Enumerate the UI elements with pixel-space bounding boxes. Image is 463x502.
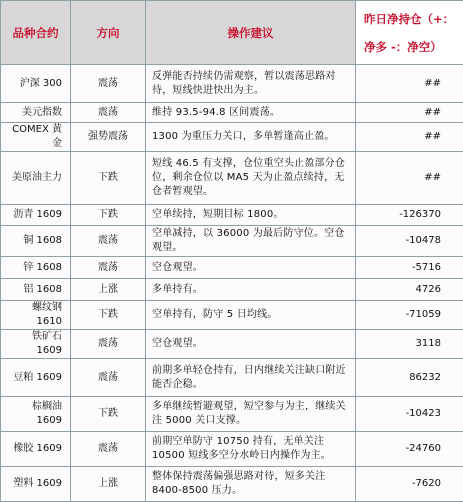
variety-cell: 螺纹钢 1610 [1, 301, 71, 330]
direction-cell: 震荡 [71, 432, 146, 467]
position-cell: ## [356, 65, 463, 103]
position-cell: -24760 [356, 432, 463, 467]
header-position [356, 1, 463, 65]
position-cell: -5716 [356, 257, 463, 279]
variety-cell: 棕榈油 1609 [1, 397, 71, 432]
direction-cell: 震荡 [71, 257, 146, 279]
direction-cell: 下跌 [71, 301, 146, 330]
table-row [1, 257, 463, 279]
variety-cell: 沥青 1609 [1, 205, 71, 226]
direction-cell: 下跌 [71, 205, 146, 226]
table-row [1, 205, 463, 226]
variety-cell: 橡胶 1609 [1, 432, 71, 467]
header-position-line1: 昨日净持仓（+： [364, 11, 459, 27]
variety-cell: 豆粕 1609 [1, 359, 71, 397]
table-row [1, 152, 463, 205]
advice-cell: 空单持有，防守 5 日均线。 [146, 301, 356, 330]
advice-cell: 前期空单防守 10750 持有，无单关注 10500 短线多空分水岭日内操作为主。 [146, 432, 356, 467]
header-advice: 操作建议 [146, 1, 356, 65]
direction-cell: 震荡 [71, 103, 146, 123]
advice-cell: 整体保持震荡偏强思路对待，短多关注 8400-8500 压力。 [146, 467, 356, 502]
advice-cell: 空仓观望。 [146, 330, 356, 359]
advice-cell: 多单持有。 [146, 279, 356, 301]
advice-cell: 前期多单轻仓持有，日内继续关注缺口附近能否企稳。 [146, 359, 356, 397]
direction-cell: 下跌 [71, 152, 146, 205]
direction-cell: 下跌 [71, 397, 146, 432]
advice-cell: 空单减持，以 36000 为最后防守位。空仓观望。 [146, 226, 356, 257]
direction-cell: 震荡 [71, 330, 146, 359]
table-row [1, 359, 463, 397]
header-row [1, 1, 463, 65]
table-row [1, 103, 463, 123]
position-cell: ## [356, 103, 463, 123]
table-row [1, 279, 463, 301]
direction-cell: 震荡 [71, 359, 146, 397]
variety-cell: COMEX 黄金 [1, 123, 71, 152]
position-cell: 4726 [356, 279, 463, 301]
table-row [1, 330, 463, 359]
variety-cell: 美原油主力 [1, 152, 71, 205]
table-row [1, 123, 463, 152]
table-row [1, 467, 463, 502]
position-cell: ## [356, 152, 463, 205]
position-cell: 3118 [356, 330, 463, 359]
variety-cell: 美元指数 [1, 103, 71, 123]
direction-cell: 强势震荡 [71, 123, 146, 152]
advice-cell: 维持 93.5-94.8 区间震荡。 [146, 103, 356, 123]
direction-cell: 上涨 [71, 279, 146, 301]
advice-cell: 空单续持，短期目标 1800。 [146, 205, 356, 226]
advice-cell: 反弹能否持续仍需观察，暂以震荡思路对待，短线快进快出为主。 [146, 65, 356, 103]
direction-cell: 震荡 [71, 65, 146, 103]
table-row [1, 65, 463, 103]
position-cell: ## [356, 123, 463, 152]
position-cell: 86232 [356, 359, 463, 397]
direction-cell: 上涨 [71, 467, 146, 502]
advice-cell: 短线 46.5 有支撑，仓位重空头止盈部分仓位，剩余仓位以 MA5 天为止盈点续持，无仓者暂观望。 [146, 152, 356, 205]
variety-cell: 沪深 300 [1, 65, 71, 103]
header-position-line2: 净多 -：净空） [364, 39, 459, 55]
table-row [1, 226, 463, 257]
variety-cell: 锌 1608 [1, 257, 71, 279]
position-cell: -126370 [356, 205, 463, 226]
table-row [1, 432, 463, 467]
table-row [1, 397, 463, 432]
variety-cell: 铜 1608 [1, 226, 71, 257]
variety-cell: 铁矿石 1609 [1, 330, 71, 359]
advice-cell: 空仓观望。 [146, 257, 356, 279]
position-cell: -7620 [356, 467, 463, 502]
position-cell: -10423 [356, 397, 463, 432]
position-cell: -71059 [356, 301, 463, 330]
advice-cell: 1300 为重压力关口，多单暂逢高止盈。 [146, 123, 356, 152]
variety-cell: 塑料 1609 [1, 467, 71, 502]
direction-cell: 震荡 [71, 226, 146, 257]
header-variety: 品种合约 [1, 1, 71, 65]
table-row [1, 301, 463, 330]
variety-cell: 铝 1608 [1, 279, 71, 301]
advice-cell: 多单继续暂避观望，短空参与为主，继续关注 5000 关口支撑。 [146, 397, 356, 432]
header-direction: 方向 [71, 1, 146, 65]
position-cell: -10478 [356, 226, 463, 257]
